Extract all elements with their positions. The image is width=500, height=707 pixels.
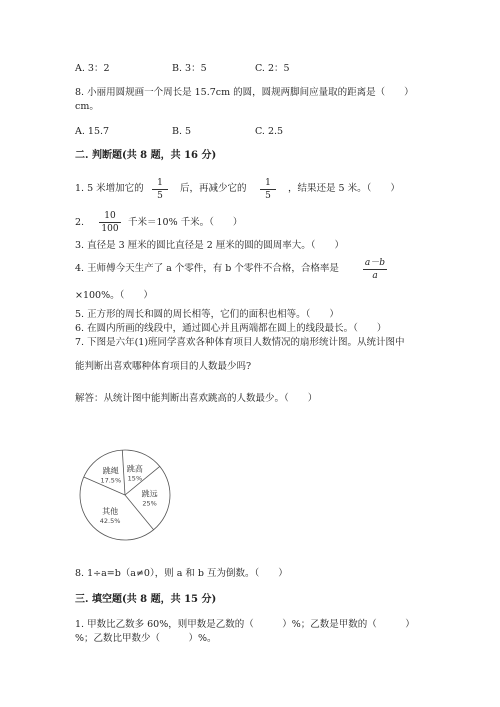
fill-q1-line1: 1. 甲数比乙数多 60%，则甲数是乙数的（ ）%；乙数是甲数的（ ） <box>75 619 415 630</box>
judge-q3: 3. 直径是 3 厘米的圆比直径是 2 厘米的圆的圆周率大。（ ） <box>75 240 345 251</box>
question-8-cont: cm。 <box>75 101 99 112</box>
judge-q7-answer: 解答：从统计图中能判断出喜欢跳高的人数最少。（ ） <box>75 393 318 404</box>
fraction-pass-rate: a－b a <box>364 258 386 281</box>
pie-category-label: 跳高 <box>126 464 143 474</box>
pie-percent-label: 17.5% <box>100 476 122 485</box>
q8-option-b: B. 5 <box>172 126 192 137</box>
judge-q1-post: ，结果还是 5 米。（ ） <box>288 183 400 194</box>
fraction-one-fifth: 1 5 <box>152 178 168 201</box>
option-b: B. 3：5 <box>172 63 207 74</box>
judge-q1-mid: 后，再减少它的 <box>180 183 247 194</box>
judge-q7-line1: 7. 下图是六年(1)班同学喜欢各种体育项目人数情况的扇形统计图。从统计图中 <box>75 337 405 348</box>
option-c: C. 2：5 <box>255 63 290 74</box>
judge-q4-text: 4. 王师傅今天生产了 a 个零件，有 b 个零件不合格，合格率是 <box>75 263 339 274</box>
question-8-text: 8. 小丽用圆规画一个周长是 15.7cm 的圆，圆规两脚间应量取的距离是（ ） <box>75 87 414 98</box>
judge-q5: 5. 正方形的周长和圆的周长相等，它们的面积也相等。（ ） <box>75 309 339 320</box>
q8-option-a: A. 15.7 <box>75 126 110 137</box>
pie-percent-label: 25% <box>142 499 157 508</box>
q8-option-c: C. 2.5 <box>255 126 284 137</box>
judge-q6: 6. 在圆内所画的线段中，通过圆心并且两端都在圆上的线段最长。（ ） <box>75 323 387 334</box>
judge-q2-pre: 2. <box>75 217 85 228</box>
judge-q7-line2: 能判断出喜欢哪种体育项目的人数最少吗? <box>75 361 252 372</box>
judge-q4-cont: ×100%。（ ） <box>75 290 153 301</box>
judge-q1-pre: 1. 5 米增加它的 <box>75 183 144 194</box>
pie-percent-label: 15% <box>127 474 143 483</box>
fraction-ten-hundredths: 10 100 <box>99 211 121 234</box>
judge-q8: 8. 1÷a=b（a≠0），则 a 和 b 互为倒数。（ ） <box>75 568 288 579</box>
pie-category-label: 其他 <box>102 506 119 516</box>
pie-percent-label: 42.5% <box>99 516 121 525</box>
section-3-heading: 三. 填空题(共 8 题，共 15 分) <box>75 594 217 605</box>
pie-category-label: 跳远 <box>141 489 158 499</box>
pie-category-label: 跳绳 <box>102 466 119 476</box>
fraction-one-fifth-2: 1 5 <box>260 178 276 201</box>
pie-chart <box>70 440 180 550</box>
judge-q2-post: 千米＝10% 千米。（ ） <box>128 217 243 228</box>
option-a: A. 3：2 <box>75 63 110 74</box>
section-2-heading: 二. 判断题(共 8 题，共 16 分) <box>75 150 217 161</box>
fill-q1-line2: %；乙数比甲数少（ ）%。 <box>75 633 217 644</box>
